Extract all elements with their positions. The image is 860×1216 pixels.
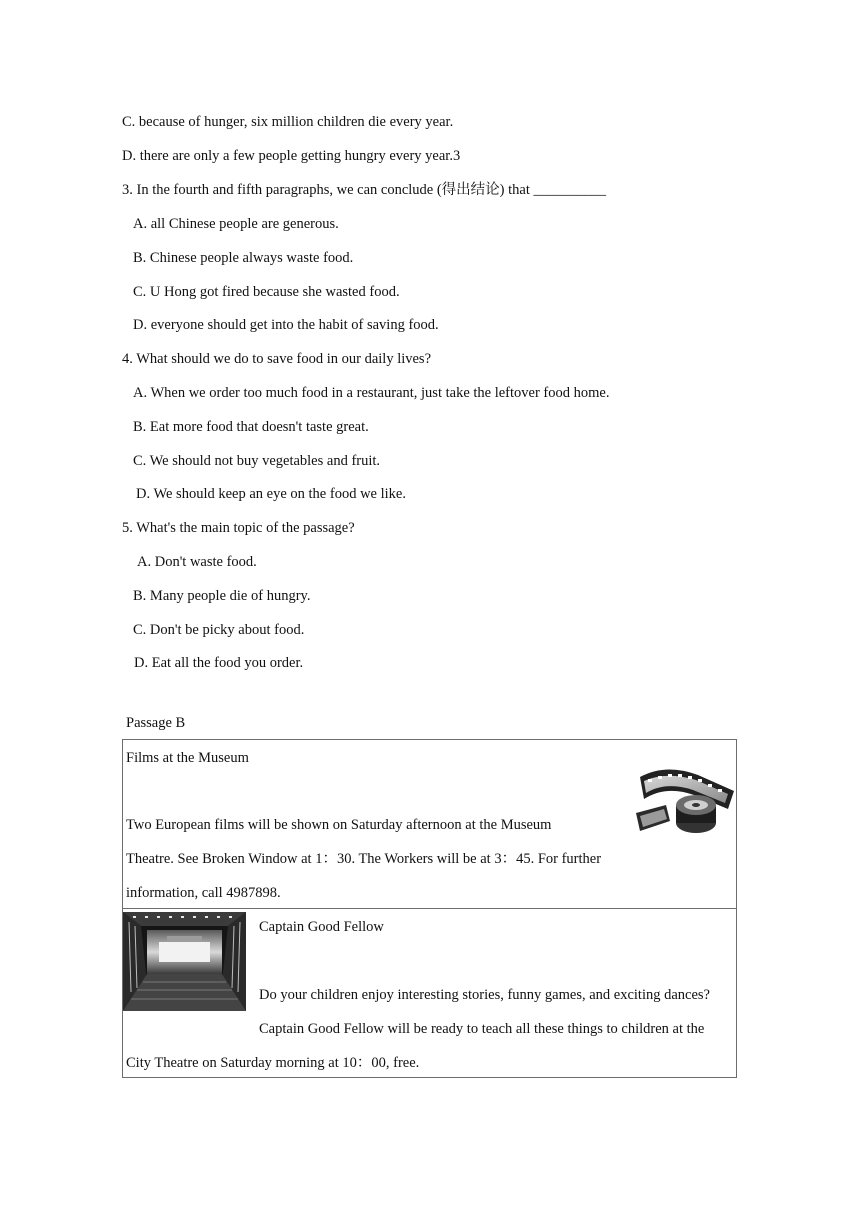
q4-option-c: C. We should not buy vegetables and fruit.: [133, 453, 381, 469]
q5-option-b: B. Many people die of hungry.: [133, 588, 311, 604]
film-reel-icon: [636, 765, 736, 841]
ad1-line-3: information, call 4987898.: [126, 885, 281, 901]
q3-stem: 3. In the fourth and fifth paragraphs, we can conclude (得出结论) that __________: [122, 182, 607, 198]
ad1-line-2: Theatre. See Broken Window at 1：30. The Workers will be at 3：45. For further: [126, 851, 602, 867]
theatre-stage-photo: [123, 912, 246, 1011]
q2-option-c: C. because of hunger, six million children die every year.: [122, 114, 454, 130]
ad2-line-3: City Theatre on Saturday morning at 10：00, free.: [126, 1055, 420, 1071]
q4-option-a: A. When we order too much food in a restaurant, just take the leftover food home.: [133, 385, 610, 401]
q5-option-d: D. Eat all the food you order.: [134, 655, 304, 671]
q5-option-c: C. Don't be picky about food.: [133, 622, 305, 638]
ad2-line-1: Do your children enjoy interesting stories, funny games, and exciting dances?: [259, 987, 710, 1003]
ad1-title: Films at the Museum: [126, 750, 249, 766]
q2-option-d: D. there are only a few people getting hungry every year.3: [122, 148, 461, 164]
q3-option-b: B. Chinese people always waste food.: [133, 250, 354, 266]
q4-option-d: D. We should keep an eye on the food we like.: [136, 486, 406, 502]
q5-option-a: A. Don't waste food.: [137, 554, 257, 570]
ad2-line-2: Captain Good Fellow will be ready to teach all these things to children at the: [259, 1021, 705, 1037]
passage-b-heading: Passage B: [126, 715, 186, 731]
q3-option-c: C. U Hong got fired because she wasted food.: [133, 284, 400, 300]
q3-option-a: A. all Chinese people are generous.: [133, 216, 339, 232]
q4-option-b: B. Eat more food that doesn't taste great.: [133, 419, 369, 435]
ad2-title: Captain Good Fellow: [259, 919, 384, 935]
q4-stem: 4. What should we do to save food in our daily lives?: [122, 351, 432, 367]
ad1-line-1: Two European films will be shown on Saturday afternoon at the Museum: [126, 817, 552, 833]
q5-stem: 5. What's the main topic of the passage?: [122, 520, 355, 536]
q3-option-d: D. everyone should get into the habit of saving food.: [133, 317, 439, 333]
